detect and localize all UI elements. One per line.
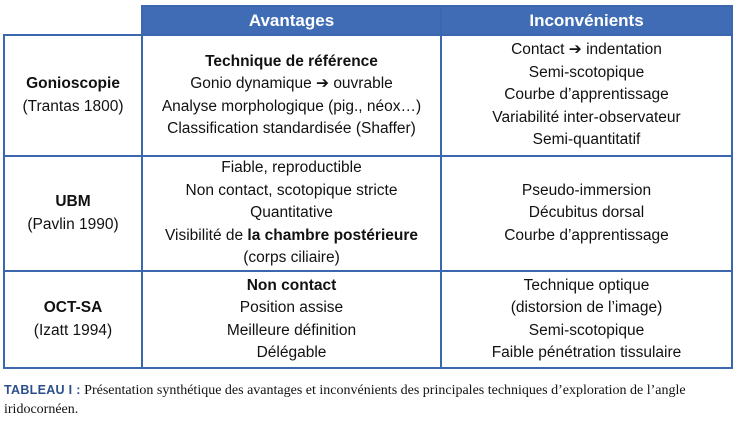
avantage-bold-part: la chambre postérieure [247,226,418,244]
technique-name: OCT-SA [43,299,103,317]
avantage-text: Meilleure définition [226,321,357,339]
header-row [4,6,732,35]
avantage-text: Non contact, scotopique stricte [185,181,398,199]
caption-text: Présentation synthétique des avantages et inconvénients des principales techniques d’exploration de l’angle iridocornéen. [4,383,686,417]
inconvenient-line [442,202,731,224]
technique-name: Gonioscopie [26,75,120,93]
inconvenient-text: Faible pénétration tissulaire [491,343,682,361]
inconvenient-text: Décubitus dorsal [528,204,645,222]
avantage-text: Visibilité de [164,226,248,244]
inconvenient-line [442,342,731,364]
avantage-text: Quantitative [250,204,333,222]
avantage-text: Gonio dynamique ➔ ouvrable [190,75,393,93]
inconvenient-text: Courbe d’apprentissage [504,86,669,104]
avantage-line [143,180,440,202]
technique-reference: (Pavlin 1990) [27,215,119,233]
header-avantages: Avantages [142,6,441,35]
avantage-line [143,320,440,342]
inconvenient-line [442,84,731,106]
technique-reference: (Trantas 1800) [22,97,124,115]
technique-cell [4,35,142,156]
inconvenient-text: (distorsion de l’image) [510,299,663,317]
avantage-line [143,118,440,140]
avantage-line [143,225,440,247]
table-caption [4,381,730,419]
inconvenient-text: Contact ➔ indentation [511,41,662,59]
avantage-line [143,73,440,95]
avantage-line [143,96,440,118]
inconvenient-line [442,225,731,247]
avantage-line [143,157,440,179]
avantage-text: Position assise [239,299,344,317]
table-row [4,271,732,368]
avantage-text: Fiable, reproductible [221,159,362,177]
inconvenient-line [442,107,731,129]
avantage-line [143,202,440,224]
table-row [4,156,732,271]
avantage-line [143,275,440,297]
inconvenient-line [442,297,731,319]
inconvenient-line [442,62,731,84]
technique-cell [4,156,142,271]
table-row [4,35,732,156]
avantage-text: Non contact [246,276,337,294]
technique-cell [4,271,142,368]
inconvenient-text: Variabilité inter-observateur [492,108,681,126]
inconvenients-cell [441,271,732,368]
inconvenient-text: Pseudo-immersion [521,181,652,199]
inconvenient-line [442,180,731,202]
inconvenient-line [442,275,731,297]
inconvenient-text: Semi-scotopique [528,63,645,81]
avantages-cell [142,271,441,368]
inconvenient-line [442,320,731,342]
inconvenient-text: Courbe d’apprentissage [504,226,669,244]
inconvenient-text: Semi-quantitatif [532,131,641,149]
avantage-text: (corps ciliaire) [243,249,340,267]
inconvenients-cell [441,156,732,271]
avantage-text: Délégable [256,343,327,361]
avantage-line [143,342,440,364]
avantages-cell [142,35,441,156]
avantage-text: Technique de référence [205,52,378,70]
technique-name: UBM [55,193,91,211]
technique-reference: (Izatt 1994) [33,321,113,339]
inconvenient-text: Technique optique [523,276,650,294]
avantage-line [143,297,440,319]
inconvenient-line [442,39,731,61]
inconvenient-line [442,129,731,151]
avantage-text: Classification standardisée (Shaffer) [167,119,416,137]
inconvenient-text: Semi-scotopique [528,321,645,339]
avantage-line [143,51,440,73]
caption-label: TABLEAU I : [4,383,81,397]
inconvenients-cell [441,35,732,156]
header-inconvenients: Inconvénients [441,6,732,35]
avantage-line [143,247,440,269]
avantages-cell [142,156,441,271]
comparison-table [3,5,733,369]
avantage-text: Analyse morphologique (pig., néox…) [161,97,422,115]
header-corner [4,6,142,35]
table-body [4,35,732,368]
